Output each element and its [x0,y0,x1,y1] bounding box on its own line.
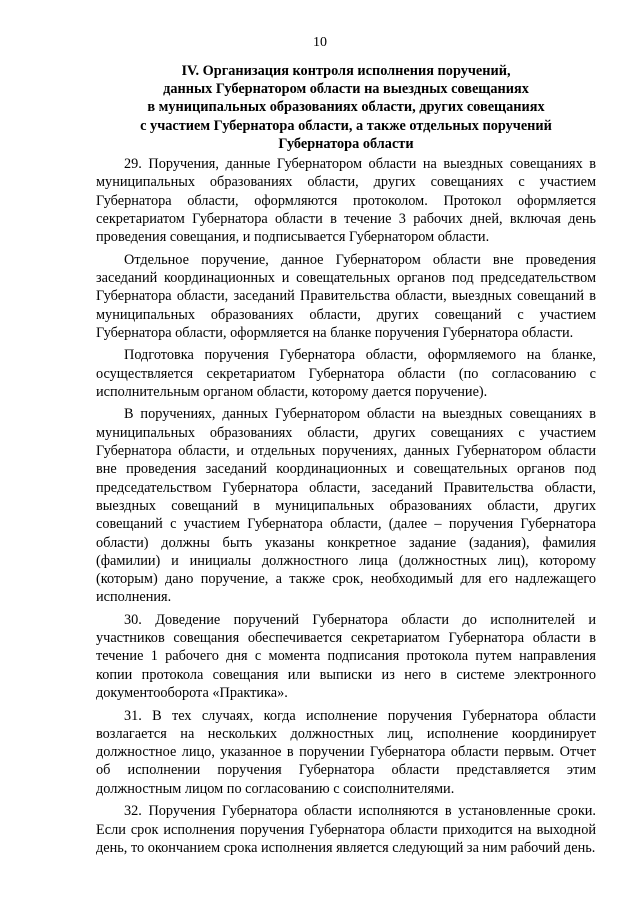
section-heading-line: в муниципальных образованиях области, других совещаниях [147,99,545,116]
paragraph-29: 29. Поручения, данные Губернатором области на выездных совещаниях в муниципальных образованиях области, других совещаниях с участием Губернатора области, оформляются протоколом. Протокол оформляется секретариатом Губернатора области в течение 3 рабочих дней, включая день проведения совещания, и подписывается Губернатором области. [96,156,596,246]
section-heading [96,62,596,153]
paragraph-32: 32. Поручения Губернатора области исполняются в установленные сроки. Если срок исполнения поручения Губернатора области приходится на выходной день, то окончанием срока исполнения является следующий за ним рабочий день. [96,803,596,856]
section-heading-line: IV. Организация контроля исполнения поручений, [181,63,511,79]
section-heading-line: данных Губернатором области на выездных совещаниях [163,81,529,98]
paragraph-31: 31. В тех случаях, когда исполнение поручения Губернатора области возлагается на нескольких должностных лиц, исполнение координирует должностное лицо, указанное в поручении Губернатора области первым. Отчет об исполнении поручения Губернатора области представляется этим должностным лицом по согласованию с соисполнителями. [96,707,596,797]
page-number: 10 [313,35,327,50]
paragraph-separate-order: Отдельное поручение, данное Губернатором области вне проведения заседаний координационных и совещательных органов под председательством Губернатора области, заседаний Правительства области, выездных совещаний в муниципальных образованиях области, других совещаний с участием Губернатора области, оформляется на бланке поручения Губернатора области. [96,251,596,341]
paragraph-order-preparation: Подготовка поручения Губернатора области, оформляемого на бланке, осуществляется секретариатом Губернатора области (по согласованию с исполнительным органом области, которому дается поручение). [96,347,596,400]
paragraph-30: 30. Доведение поручений Губернатора области до исполнителей и участников совещания обеспечивается секретариатом Губернатора области в течение 1 рабочего дня с момента подписания протокола путем направления копии протокола совещания или выписки из него в системе электронного документооборота «Практика». [96,611,596,702]
section-heading-line: Губернатора области [278,135,414,152]
paragraph-order-requirements: В поручениях, данных Губернатором области на выездных совещаниях в муниципальных образованиях области, других совещаниях с участием Губернатора области, и отдельных поручениях, данных Губернатором области вне проведения заседаний координационных и совещательных органов под председательством Губернатора области, заседаний Правительства области, выездных совещаний в муниципальных образованиях области, других совещаний с участием Губернатора области, (далее – поручения Губернатора области) должны быть указаны конкретное задание (задания), фамилия (фамилии) и инициалы должностного лица (должностных лиц), которому (которым) дано поручение, а также срок, необходимый для его надлежащего исполнения. [96,406,596,606]
body-text [96,155,596,857]
section-heading-line: с участием Губернатора области, а также отдельных поручений [140,117,552,134]
